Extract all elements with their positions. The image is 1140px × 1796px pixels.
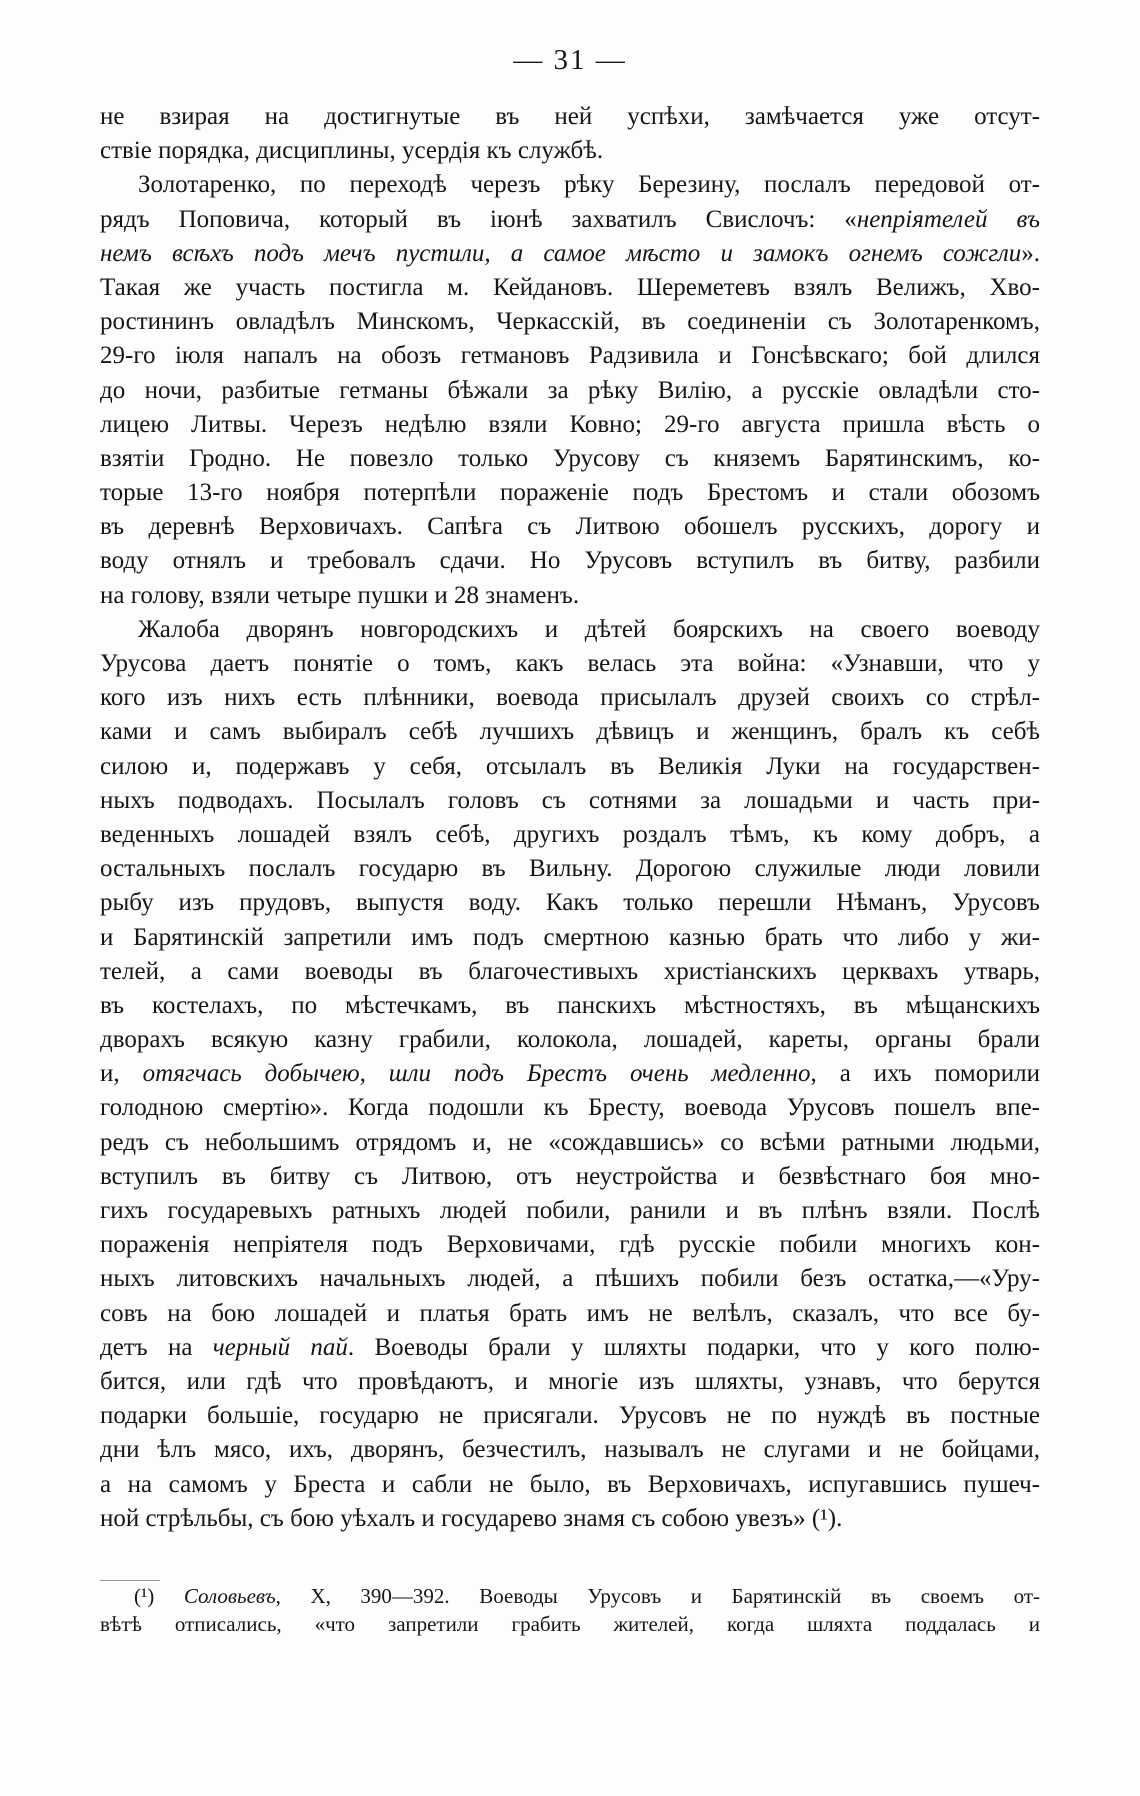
text-line: Урусова даетъ понятіе о томъ, какъ велась эта война: «Узнавши, что у: [100, 650, 1040, 677]
text-line: Золотаренко, по переходѣ черезъ рѣку Березину, послалъ передовой от-: [138, 171, 1040, 199]
text-line: кого изъ нихъ есть плѣнники, воевода присылалъ друзей своихъ со стрѣл-: [100, 684, 1040, 712]
text-line: рыбу изъ прудовъ, выпустя воду. Какъ только перешли Нѣманъ, Урусовъ: [100, 889, 1040, 917]
text-line: подарки большіе, государю не присягали. Урусовъ не по нуждѣ въ постные: [100, 1402, 1040, 1430]
text-line: пораженія непріятеля подъ Верховичами, гдѣ русскіе побили многихъ кон-: [100, 1231, 1040, 1259]
text-line: ками и самъ выбиралъ себѣ лучшихъ дѣвицъ и женщинъ, бралъ къ себѣ: [100, 718, 1040, 746]
text-line: остальныхъ послалъ государю въ Вильну. Дорогою служилые люди ловили: [100, 855, 1040, 883]
text-line: въ костелахъ, по мѣстечкамъ, въ панскихъ мѣстностяхъ, въ мѣщанскихъ: [100, 991, 1040, 1019]
text-line: и, отягчась добычею, шли подъ Брестъ очень медленно, а ихъ поморили: [100, 1060, 1040, 1088]
text-line: рядъ Поповича, который въ іюнѣ захватилъ Свислочъ: «непріятелей въ: [100, 205, 1040, 233]
text-line: ной стрѣльбы, съ бою уѣхалъ и государево знамя съ собою увезъ» (¹).: [100, 1504, 843, 1532]
text-line: ростининъ овладѣлъ Минскомъ, Черкасскій, въ соединеніи съ Золотаренкомъ,: [100, 308, 1040, 336]
text-line: гихъ государевыхъ ратныхъ людей побили, ранили и въ плѣнъ взяли. Послѣ: [100, 1197, 1040, 1224]
text-line: взятіи Гродно. Не повезло только Урусову съ княземъ Барятинскимъ, ко-: [100, 444, 1040, 472]
text-line: бится, или гдѣ что провѣдаютъ, и многіе изъ шляхты, узнавъ, что берутся: [100, 1367, 1040, 1395]
text-line: ныхъ подводахъ. Посылалъ головъ съ сотнями за лошадьми и часть при-: [100, 786, 1040, 814]
page-number: — 31 —: [513, 44, 627, 76]
text-line: не взирая на достигнутые въ ней успѣхи, замѣчается уже отсут-: [100, 103, 1040, 130]
text-line: лицею Литвы. Черезъ недѣлю взяли Ковно; 29-го августа пришла вѣсть о: [100, 410, 1040, 438]
text-line: редъ съ небольшимъ отрядомъ и, не «сождавшись» со всѣми ратными людьми,: [100, 1128, 1040, 1156]
text-line: въ деревнѣ Верховичахъ. Сапѣга съ Литвою обошелъ русскихъ, дорогу и: [100, 513, 1040, 541]
text-line: на голову, взяли четыре пушки и 28 знаменъ.: [100, 581, 580, 609]
footnote-line: (¹) Соловьевъ, X, 390—392. Воеводы Урусовъ и Барятинскій въ своемъ от-: [134, 1584, 1040, 1608]
italic-quote: черный пай: [212, 1333, 348, 1361]
text-line: Такая же участь постигла м. Кейдановъ. Шереметевъ взялъ Велижъ, Хво-: [100, 273, 1040, 301]
text-line: торые 13-го ноября потерпѣли пораженіе подъ Брестомъ и стали обозомъ: [100, 479, 1040, 507]
italic-quote: отягчась добычею, шли подъ Брестъ очень медленно: [142, 1060, 811, 1088]
footnote-line: вѣтѣ отписались, «что запретили грабить жителей, когда шляхта поддалась и: [100, 1612, 1040, 1636]
text-line: немъ всѣхъ подъ мечъ пустили, а самое мѣсто и замокъ огнемъ сожгли».: [100, 239, 1040, 267]
main-text: [100, 100, 1040, 1536]
italic-quote: немъ всѣхъ подъ мечъ пустили, а самое мѣсто и замокъ огнемъ сожгли: [100, 239, 1022, 267]
text-line: а на самомъ у Бреста и сабли не было, въ Верховичахъ, испугавшись пушеч-: [100, 1470, 1040, 1498]
text-line: дворахъ всякую казну грабили, колокола, лошадей, кареты, органы брали: [100, 1026, 1040, 1054]
footnote-divider: [100, 1580, 160, 1581]
text-line: дни ѣлъ мясо, ихъ, дворянъ, безчестилъ, называлъ не слугами и не бойцами,: [100, 1436, 1040, 1464]
text-line: голодною смертію». Когда подошли къ Бресту, воевода Урусовъ пошелъ впе-: [100, 1094, 1040, 1122]
footnote-author: Соловьевъ: [183, 1584, 276, 1608]
text-line: силою и, подержавъ у себя, отсылалъ въ Великія Луки на государствен-: [100, 752, 1040, 780]
text-line: до ночи, разбитые гетманы бѣжали за рѣку Вилію, а русскіе овладѣли сто-: [100, 376, 1040, 404]
text-line: детъ на черный пай. Воеводы брали у шляхты подарки, что у кого полю-: [100, 1333, 1040, 1361]
text-line: совъ на бою лошадей и платья брать имъ не велѣлъ, сказалъ, что все бу-: [100, 1299, 1040, 1327]
text-line: ствіе порядка, дисциплины, усердія къ службѣ.: [100, 137, 604, 165]
text-line: и Барятинскій запретили имъ подъ смертною казнью брать что либо у жи-: [100, 923, 1040, 951]
text-line: 29-го іюля напалъ на обозъ гетмановъ Радзивила и Гонсѣвскаго; бой длился: [100, 342, 1040, 370]
text-line: вступилъ въ битву съ Литвою, отъ неустройства и безвѣстнаго боя мно-: [100, 1162, 1040, 1190]
text-line: веденныхъ лошадей взялъ себѣ, другихъ роздалъ тѣмъ, къ кому добръ, а: [100, 820, 1040, 848]
text-line: ныхъ литовскихъ начальныхъ людей, а пѣшихъ побили безъ остатка,—«Уру-: [100, 1265, 1040, 1293]
footnote: [100, 1582, 1040, 1638]
text-line: воду отнялъ и требовалъ сдачи. Но Урусовъ вступилъ въ битву, разбили: [100, 547, 1040, 575]
italic-quote: непріятелей въ: [856, 205, 1040, 233]
text-line: телей, а сами воеводы въ благочестивыхъ христіанскихъ церквахъ утварь,: [100, 957, 1040, 985]
text-line: Жалоба дворянъ новгородскихъ и дѣтей боярскихъ на своего воеводу: [138, 615, 1040, 643]
